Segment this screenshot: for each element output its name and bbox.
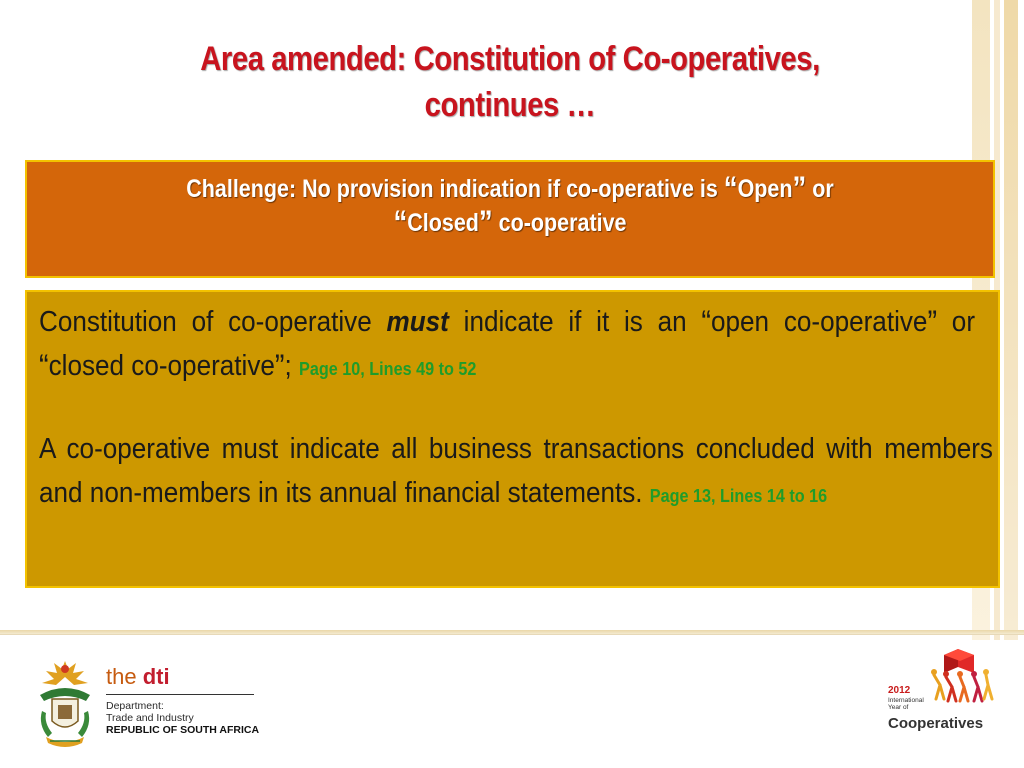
must-emphasis: must bbox=[386, 306, 449, 338]
coop-iy-line2: Year of bbox=[888, 704, 909, 711]
quote-open-mark: “ bbox=[39, 348, 49, 384]
paragraph1-part4: ; bbox=[284, 350, 292, 382]
title-line-2: continues … bbox=[424, 86, 596, 124]
dti-logo-the: the bbox=[106, 664, 143, 689]
trade-industry-label: Trade and Industry bbox=[106, 712, 194, 724]
quote-close-mark: ” bbox=[927, 304, 938, 340]
paragraph2-text: A co-operative must indicate all business transactions concluded with members and non-members in its annual financial statements. bbox=[39, 433, 993, 509]
cooperatives-2012-logo bbox=[888, 645, 998, 745]
cooperatives-cube-icon bbox=[930, 645, 994, 707]
paragraph1-part2: indicate if it is an bbox=[448, 306, 702, 338]
paragraph1-part3: or bbox=[937, 306, 976, 338]
reference-page-10: Page 10, Lines 49 to 52 bbox=[299, 359, 477, 379]
challenge-closed-word: Closed bbox=[407, 209, 479, 237]
quote-open-mark: “ bbox=[701, 304, 711, 340]
coop-iy-line1: International bbox=[888, 697, 924, 704]
coop-year: 2012 bbox=[888, 685, 911, 696]
coop-name: Cooperatives bbox=[888, 715, 984, 732]
quote-close-mark: ” bbox=[792, 170, 807, 206]
coat-of-arms-icon bbox=[30, 655, 100, 753]
content-box bbox=[25, 290, 1000, 588]
challenge-open-word: Open bbox=[737, 175, 793, 203]
challenge-text-part1: Challenge: No provision indication if co-operative is bbox=[186, 175, 724, 203]
title-line-1: Area amended: Constitution of Co-operatives, bbox=[200, 40, 820, 78]
reference-page-13: Page 13, Lines 14 to 16 bbox=[649, 486, 828, 506]
paragraph-transactions bbox=[39, 427, 993, 518]
republic-label: REPUBLIC OF SOUTH AFRICA bbox=[106, 724, 260, 736]
footer-line bbox=[0, 634, 1024, 635]
open-cooperative-phrase: open co-operative bbox=[710, 306, 928, 338]
paragraph1-part1: Constitution of co-operative bbox=[39, 306, 387, 338]
paragraph-open-closed bbox=[39, 300, 975, 391]
coop-iy bbox=[888, 697, 924, 711]
department-label: Department: bbox=[106, 700, 164, 712]
closed-cooperative-phrase: closed co-operative bbox=[48, 350, 275, 382]
dti-logo bbox=[106, 664, 266, 690]
challenge-text bbox=[95, 172, 926, 240]
quote-close-mark: ” bbox=[274, 348, 285, 384]
slide-title bbox=[123, 36, 897, 128]
dti-logo-block bbox=[106, 664, 266, 736]
quote-close-mark: ” bbox=[478, 204, 493, 240]
challenge-text-part2: or bbox=[806, 175, 834, 203]
challenge-box bbox=[25, 160, 995, 278]
dti-rule bbox=[106, 694, 254, 695]
quote-open-mark: “ bbox=[723, 170, 738, 206]
quote-open-mark: “ bbox=[393, 204, 408, 240]
dti-logo-dti: dti bbox=[142, 664, 170, 689]
challenge-text-part3: co-operative bbox=[492, 209, 627, 237]
